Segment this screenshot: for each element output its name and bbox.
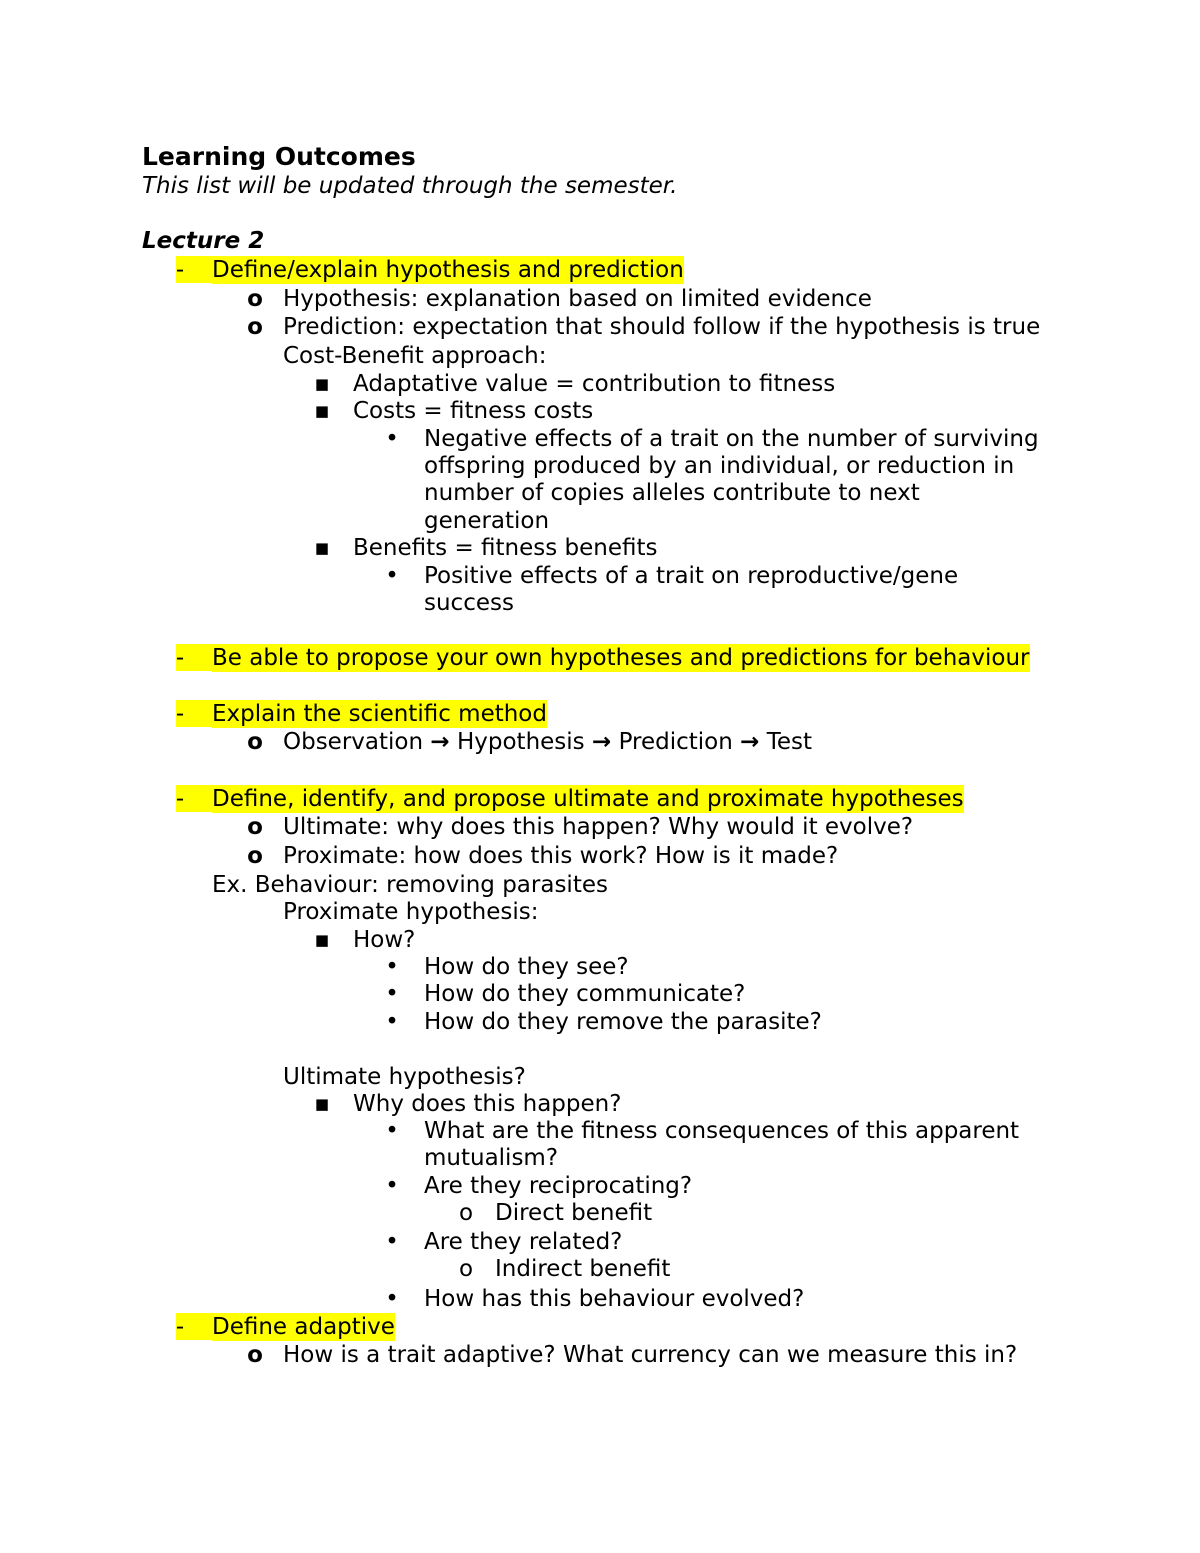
dash-bullet: - (175, 257, 185, 283)
method-steps (283, 728, 812, 756)
list-item: Are they reciprocating? (424, 1173, 693, 1199)
dot-bullet: • (385, 981, 399, 1007)
square-bullet: ▪ (314, 398, 330, 424)
list-item: Positive effects of a trait on reproductive/gene (424, 563, 959, 589)
arrow-icon: → (740, 729, 760, 755)
dot-bullet: • (385, 1229, 399, 1255)
list-item: How has this behaviour evolved? (424, 1286, 805, 1312)
list-item: Indirect benefit (495, 1256, 671, 1282)
step-test: Test (766, 729, 813, 755)
dot-bullet: • (385, 1286, 399, 1312)
list-item-continuation: mutualism? (424, 1145, 559, 1171)
list-item-continuation: generation (424, 508, 550, 534)
list-item: Hypothesis: explanation based on limited evidence (283, 286, 872, 312)
dot-bullet: • (385, 1173, 399, 1199)
arrow-icon: → (430, 729, 450, 755)
outcome-heading: Define/explain hypothesis and prediction (212, 257, 684, 283)
dash-bullet: - (175, 645, 185, 671)
dot-bullet: • (385, 1118, 399, 1144)
list-item: How? (353, 927, 416, 953)
ultimate-label: Ultimate hypothesis? (283, 1064, 526, 1090)
list-item: Are they related? (424, 1229, 623, 1255)
outcome-heading: Define, identify, and propose ultimate and proximate hypotheses (212, 786, 964, 812)
step-hypothesis: Hypothesis (456, 729, 585, 755)
list-item-continuation: success (424, 590, 514, 616)
square-bullet: ▪ (314, 371, 330, 397)
dot-bullet: • (385, 954, 399, 980)
circle-bullet: o (247, 729, 263, 755)
square-bullet: ▪ (314, 1091, 330, 1117)
outcome-heading: Explain the scientific method (212, 701, 547, 727)
proximate-label: Proximate hypothesis: (283, 899, 539, 925)
circle-bullet: o (247, 1342, 263, 1368)
list-item: Negative effects of a trait on the number of surviving (424, 426, 1039, 452)
circle-bullet: o (247, 314, 263, 340)
page-subtitle: This list will be updated through the semester. (142, 173, 678, 199)
list-item: Costs = fitness costs (353, 398, 594, 424)
cost-benefit-label: Cost-Benefit approach: (283, 343, 547, 369)
dash-bullet: - (175, 701, 185, 727)
list-item: How do they communicate? (424, 981, 746, 1007)
list-item: Prediction: expectation that should follow if the hypothesis is true (283, 314, 1041, 340)
square-bullet: ▪ (314, 535, 330, 561)
list-item: What are the fitness consequences of this apparent (424, 1118, 1020, 1144)
dot-bullet: • (385, 563, 399, 589)
dot-bullet: • (385, 426, 399, 452)
arrow-icon: → (591, 729, 612, 755)
circle-bullet: o (247, 286, 263, 312)
circle-bullet: o (247, 814, 263, 840)
outcome-heading: Define adaptive (212, 1314, 395, 1340)
list-item: How do they remove the parasite? (424, 1009, 822, 1035)
step-prediction: Prediction (618, 729, 733, 755)
page-title: Learning Outcomes (142, 142, 416, 171)
list-item: How do they see? (424, 954, 629, 980)
outcome-heading: Be able to propose your own hypotheses and predictions for behaviour (212, 645, 1030, 671)
list-item-continuation: number of copies alleles contribute to next (424, 480, 920, 506)
section-heading: Lecture 2 (142, 228, 265, 254)
list-item: How is a trait adaptive? What currency can we measure this in? (283, 1342, 1018, 1368)
step-observation: Observation (283, 729, 424, 755)
dot-bullet: • (385, 1009, 399, 1035)
list-item: Benefits = fitness benefits (353, 535, 658, 561)
list-item: Proximate: how does this work? How is it made? (283, 843, 839, 869)
circle-bullet: o (247, 843, 263, 869)
dash-bullet: - (175, 1314, 185, 1340)
list-item: Direct benefit (495, 1200, 653, 1226)
example-text: Ex. Behaviour: removing parasites (212, 872, 608, 898)
list-item-continuation: offspring produced by an individual, or reduction in (424, 453, 1015, 479)
dash-bullet: - (175, 786, 185, 812)
list-item: Adaptative value = contribution to fitness (353, 371, 836, 397)
small-circle-bullet: o (458, 1200, 474, 1226)
square-bullet: ▪ (314, 927, 330, 953)
list-item: Ultimate: why does this happen? Why would it evolve? (283, 814, 914, 840)
list-item: Why does this happen? (353, 1091, 622, 1117)
small-circle-bullet: o (458, 1256, 474, 1282)
